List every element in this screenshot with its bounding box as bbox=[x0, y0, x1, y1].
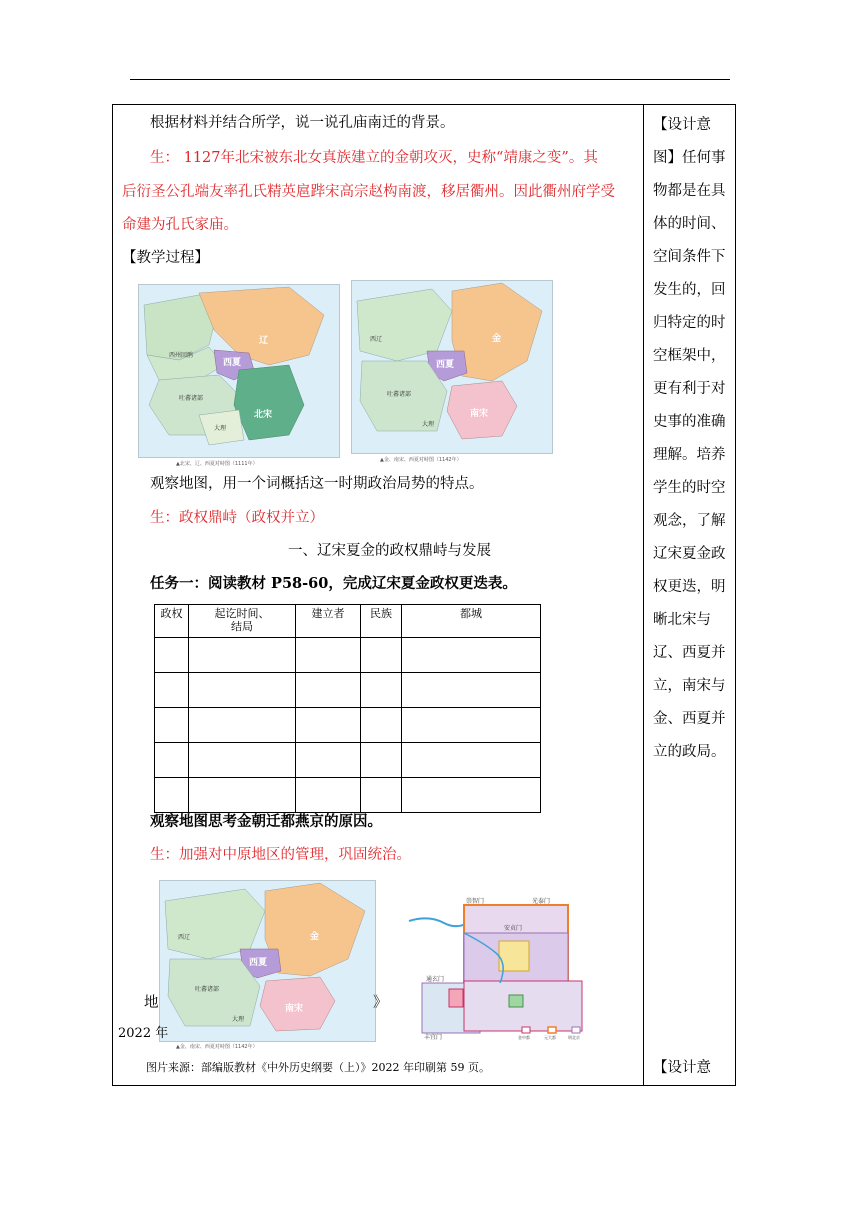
map3-label-xixia: 西夏 bbox=[249, 958, 268, 968]
table-cell[interactable] bbox=[296, 673, 361, 708]
fragment-right: 》 bbox=[373, 995, 388, 1011]
table-cell[interactable] bbox=[296, 638, 361, 673]
map1-svg bbox=[139, 285, 339, 457]
side-line: 辽、西夏并 bbox=[653, 645, 726, 661]
table-cell[interactable] bbox=[361, 638, 402, 673]
beijing-city-plan bbox=[404, 893, 592, 1043]
map3-label-song: 南宋 bbox=[285, 1004, 304, 1014]
map3-caption: ▲金、南宋、西夏对峙图（1142年） bbox=[176, 1044, 258, 1050]
gate-label-chongzhi: 崇智门 bbox=[466, 898, 485, 905]
table-cell[interactable] bbox=[361, 778, 402, 813]
map1-label-tubo: 吐蕃诸部 bbox=[179, 395, 204, 402]
table-cell[interactable] bbox=[155, 673, 189, 708]
header-rule bbox=[130, 79, 730, 80]
observe2-text: 观察地图思考金朝迁都燕京的原因。 bbox=[150, 813, 382, 830]
section-title: 一、辽宋夏金的政权鼎峙与发展 bbox=[288, 543, 491, 559]
task1-text: 任务一：阅读教材 P58-60，完成辽宋夏金政权更迭表。 bbox=[150, 575, 517, 592]
table-cell[interactable] bbox=[296, 708, 361, 743]
gate-label-fengyi: 丰宜门 bbox=[424, 1034, 443, 1041]
side-line: 理解。培养 bbox=[653, 447, 726, 463]
column-divider bbox=[643, 104, 644, 1086]
table-cell[interactable] bbox=[155, 778, 189, 813]
table-cell[interactable] bbox=[189, 708, 296, 743]
table-row bbox=[155, 778, 541, 813]
side-line: 辽宋夏金政 bbox=[653, 546, 726, 562]
map3-svg bbox=[160, 881, 375, 1041]
design-intent-note-2: 【设计意 bbox=[653, 1060, 711, 1076]
side-line: 观念，了解 bbox=[653, 513, 726, 529]
side-line: 归特定的时 bbox=[653, 315, 726, 331]
table-cell[interactable] bbox=[402, 743, 541, 778]
question-text: 根据材料并结合所学，说一说孔庙南迁的背景。 bbox=[150, 115, 455, 131]
header-capital: 都城 bbox=[402, 605, 541, 638]
map2-label-xiliao: 西辽 bbox=[370, 336, 383, 343]
map2-label-dali: 大理 bbox=[422, 421, 435, 428]
gate-label-tongxuan: 通玄门 bbox=[426, 976, 445, 983]
side-line: 立的政局。 bbox=[653, 744, 726, 760]
map2-svg bbox=[352, 281, 552, 453]
table-header-row bbox=[155, 605, 541, 638]
table-cell[interactable] bbox=[296, 778, 361, 813]
table-cell[interactable] bbox=[155, 743, 189, 778]
table-cell[interactable] bbox=[402, 708, 541, 743]
side-line: 史事的准确 bbox=[653, 414, 726, 430]
map-jin-southern-song-xixia-2 bbox=[159, 880, 376, 1042]
side-line: 晰北宋与 bbox=[653, 612, 711, 628]
side-line: 空框架中， bbox=[653, 348, 726, 364]
answer3-text: 生：加强对中原地区的管理，巩固统治。 bbox=[150, 847, 411, 863]
table-cell[interactable] bbox=[296, 743, 361, 778]
process-heading: 【教学过程】 bbox=[122, 250, 209, 266]
table-cell[interactable] bbox=[189, 673, 296, 708]
side-line: 立，南宋与 bbox=[653, 678, 726, 694]
answer1-line1: 生： 1127年北宋被东北女真族建立的金朝攻灭，史称“靖康之变”。其 bbox=[150, 150, 598, 166]
gate-label-anzhen: 安贞门 bbox=[504, 925, 523, 932]
side-line: 【设计意 bbox=[653, 117, 711, 133]
design-intent-note bbox=[653, 109, 729, 769]
legend-zhongdu: 金中都 bbox=[518, 1035, 530, 1040]
header-ethnicity: 民族 bbox=[361, 605, 402, 638]
map2-label-jin: 金 bbox=[492, 334, 502, 344]
header-regime: 政权 bbox=[155, 605, 189, 638]
side-line: 体的时间、 bbox=[653, 216, 726, 232]
side-line: 空间条件下 bbox=[653, 249, 726, 265]
answer2-text: 生：政权鼎峙（政权并立） bbox=[150, 510, 324, 526]
side-line: 更有利于对 bbox=[653, 381, 726, 397]
table-cell[interactable] bbox=[155, 708, 189, 743]
fragment-left: 地 bbox=[144, 995, 159, 1011]
table-cell[interactable] bbox=[361, 743, 402, 778]
map1-label-uyghur: 西州回鹘 bbox=[169, 352, 194, 359]
fragment-year: 2022 年 bbox=[118, 1026, 169, 1041]
map-northern-song-liao-xixia bbox=[138, 284, 340, 458]
header-period: 起讫时间、 结局 bbox=[189, 605, 296, 638]
map-jin-southern-song-xixia bbox=[351, 280, 553, 454]
table-cell[interactable] bbox=[361, 708, 402, 743]
side-line: 学生的时空 bbox=[653, 480, 726, 496]
answer1-line3: 命建为孔氏家庙。 bbox=[122, 217, 238, 233]
table-cell[interactable] bbox=[189, 778, 296, 813]
answer1-line2: 后衍圣公孔端友率孔氏精英扈跸宋高宗赵构南渡，移居衢州。因此衢州府学受 bbox=[122, 184, 615, 200]
map3-label-xiliao: 西辽 bbox=[178, 934, 191, 941]
map1-label-xixia: 西夏 bbox=[223, 358, 242, 368]
table-cell[interactable] bbox=[189, 743, 296, 778]
map1-label-dali: 大理 bbox=[214, 425, 227, 432]
table-row bbox=[155, 708, 541, 743]
side-line: 金、西夏并 bbox=[653, 711, 726, 727]
map1-label-liao: 辽 bbox=[259, 336, 269, 346]
table-cell[interactable] bbox=[155, 638, 189, 673]
table-row bbox=[155, 673, 541, 708]
side-line: 权更迭，明 bbox=[653, 579, 726, 595]
map2-label-song: 南宋 bbox=[470, 409, 489, 419]
legend-dadu: 元大都 bbox=[544, 1035, 556, 1040]
map3-label-tubo: 吐蕃诸部 bbox=[195, 986, 220, 993]
table-cell[interactable] bbox=[402, 673, 541, 708]
map2-caption: ▲金、南宋、西夏对峙图（1142年） bbox=[380, 457, 462, 463]
table-cell[interactable] bbox=[189, 638, 296, 673]
side-line: 物都是在具 bbox=[653, 183, 726, 199]
regime-succession-table bbox=[154, 604, 541, 813]
table-row bbox=[155, 743, 541, 778]
table-cell[interactable] bbox=[402, 638, 541, 673]
map3-label-jin: 金 bbox=[310, 932, 320, 942]
table-row bbox=[155, 638, 541, 673]
legend-beijing: 明北京 bbox=[568, 1035, 580, 1040]
city-plan-svg bbox=[404, 893, 592, 1043]
gate-label-guangtai: 光泰门 bbox=[532, 898, 551, 905]
observe1-text: 观察地图，用一个词概括这一时期政治局势的特点。 bbox=[150, 476, 484, 492]
side-line: 发生的，回 bbox=[653, 282, 726, 298]
map1-label-song: 北宋 bbox=[254, 410, 273, 420]
table-cell[interactable] bbox=[361, 673, 402, 708]
map1-caption: ▲北宋、辽、西夏对峙图（1111年） bbox=[176, 461, 258, 467]
image-source-note: 图片来源：部编版教材《中外历史纲要（上）》2022 年印刷第 59 页。 bbox=[146, 1061, 490, 1074]
map3-label-dali: 大理 bbox=[232, 1016, 245, 1023]
map2-label-tubo: 吐蕃诸部 bbox=[387, 391, 412, 398]
map2-label-xixia: 西夏 bbox=[436, 360, 455, 370]
header-founder: 建立者 bbox=[296, 605, 361, 638]
table-cell[interactable] bbox=[402, 778, 541, 813]
side-line: 图】任何事 bbox=[653, 150, 726, 166]
